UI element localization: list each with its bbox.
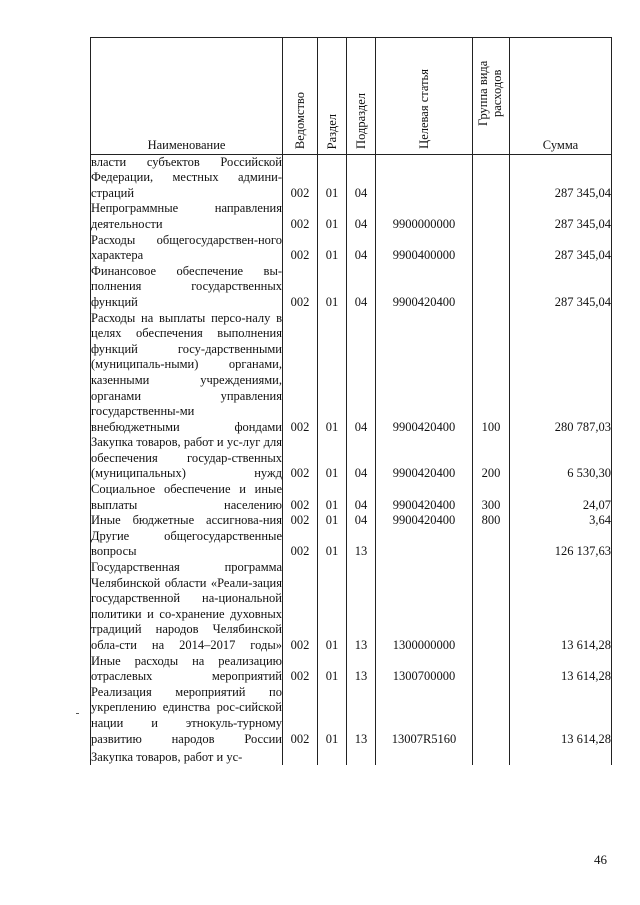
cell-razdel: 01 (318, 311, 347, 436)
cell-podrazdel: 04 (347, 201, 376, 232)
table-row (91, 264, 612, 311)
table-body (91, 154, 612, 765)
cell-vedomstvo: 002 (283, 435, 318, 482)
cell-target-article: 9900420400 (376, 311, 473, 436)
cell-podrazdel: 13 (347, 529, 376, 560)
table-row (91, 233, 612, 264)
cell-target-article: 13007R5160 (376, 685, 473, 747)
cell-razdel: 01 (318, 264, 347, 311)
cell-name: Иные расходы на реализацию отраслевых мероприятий (91, 653, 282, 684)
cell-name: Закупка товаров, работ и ус-луг для обеспечения государ-ственных (муниципальных) нужд (91, 435, 282, 481)
cell-razdel: 01 (318, 482, 347, 513)
cell-name: Закупка товаров, работ и ус- (91, 747, 283, 765)
cell-expense-group: 300 (473, 482, 510, 513)
cell-razdel: 01 (318, 154, 347, 201)
cell-target-article: 9900000000 (376, 201, 473, 232)
cell-podrazdel: 13 (347, 560, 376, 654)
cell-sum (510, 747, 612, 765)
cell-target-article (376, 747, 473, 765)
cell-sum: 13 614,28 (510, 685, 612, 747)
cell-podrazdel: 04 (347, 264, 376, 311)
cell-vedomstvo: 002 (283, 685, 318, 747)
cell-podrazdel (347, 747, 376, 765)
page-number: 46 (594, 852, 607, 867)
table-row (91, 685, 612, 747)
cell-podrazdel: 04 (347, 482, 376, 513)
header-target-article: Целевая статья (376, 38, 473, 155)
cell-podrazdel: 04 (347, 513, 376, 529)
cell-name: Расходы общегосударствен-ного характера (91, 232, 282, 263)
cell-target-article: 9900420400 (376, 264, 473, 311)
cell-name: Государственная программа Челябинской области «Реали-зация государственной на-циональной политики и со-хранение духовных традиций народов Челябинской обла-сти на 2014–2017 годы» (91, 560, 282, 652)
cell-name: власти субъектов Российской Федерации, местных админи-страций (91, 154, 282, 200)
cell-expense-group (473, 747, 510, 765)
cell-podrazdel: 04 (347, 435, 376, 482)
cell-name: Непрограммные направления деятельности (91, 201, 282, 231)
cell-razdel: 01 (318, 560, 347, 654)
table-row (91, 654, 612, 685)
cell-expense-group (473, 201, 510, 232)
cell-target-article (376, 154, 473, 201)
cell-target-article: 1300700000 (376, 654, 473, 685)
cell-sum: 13 614,28 (510, 560, 612, 654)
cell-expense-group (473, 154, 510, 201)
cell-name: Иные бюджетные ассигнова-ния (91, 513, 282, 528)
cell-vedomstvo: 002 (283, 654, 318, 685)
header-expense-group: Группа вида расходов (473, 38, 510, 155)
cell-razdel: 01 (318, 529, 347, 560)
cell-vedomstvo: 002 (283, 311, 318, 436)
cell-razdel: 01 (318, 654, 347, 685)
cell-expense-group (473, 233, 510, 264)
cell-target-article: 9900420400 (376, 482, 473, 513)
cell-name: Реализация мероприятий по укреплению единства рос-сийской нации и этнокуль-турному развитию народов России (91, 684, 282, 746)
table-row (91, 482, 612, 513)
cell-vedomstvo: 002 (283, 154, 318, 201)
cell-name: Расходы на выплаты персо-налу в целях обеспечения выполнения функций госу-дарственными (муниципаль-ными) органами, казенными учреждениями, органами управления государственны-ми внебюджетными фондами (91, 310, 282, 434)
cell-sum: 287 345,04 (510, 154, 612, 201)
header-podrazdel: Подраздел (347, 38, 376, 155)
cell-razdel: 01 (318, 233, 347, 264)
table-row (91, 513, 612, 529)
table-row (91, 560, 612, 654)
cell-expense-group (473, 529, 510, 560)
cell-sum: 6 530,30 (510, 435, 612, 482)
table-row (91, 435, 612, 482)
table-row (91, 311, 612, 436)
cell-name: Другие общегосударственные вопросы (91, 528, 282, 559)
cell-target-article (376, 529, 473, 560)
header-name: Наименование (91, 38, 283, 155)
table-row (91, 529, 612, 560)
cell-vedomstvo: 002 (283, 201, 318, 232)
cell-expense-group (473, 264, 510, 311)
budget-table (90, 37, 612, 765)
cell-expense-group (473, 654, 510, 685)
cell-vedomstvo: 002 (283, 560, 318, 654)
cell-target-article: 1300000000 (376, 560, 473, 654)
cell-razdel: 01 (318, 513, 347, 529)
header-vedomstvo: Ведомство (283, 38, 318, 155)
cell-vedomstvo: 002 (283, 513, 318, 529)
cell-podrazdel: 04 (347, 233, 376, 264)
cell-expense-group: 800 (473, 513, 510, 529)
cell-expense-group (473, 685, 510, 747)
cell-razdel: 01 (318, 201, 347, 232)
cell-target-article: 9900420400 (376, 513, 473, 529)
cell-vedomstvo: 002 (283, 264, 318, 311)
scan-mark (76, 713, 79, 714)
cell-sum: 13 614,28 (510, 654, 612, 685)
table-row (91, 201, 612, 232)
cell-podrazdel: 13 (347, 654, 376, 685)
cell-vedomstvo (283, 747, 318, 765)
cell-expense-group (473, 560, 510, 654)
cell-sum: 287 345,04 (510, 264, 612, 311)
cell-target-article: 9900400000 (376, 233, 473, 264)
header-sum: Сумма (510, 38, 612, 155)
cell-vedomstvo: 002 (283, 529, 318, 560)
cell-razdel: 01 (318, 685, 347, 747)
cell-razdel: 01 (318, 435, 347, 482)
table-row (91, 747, 612, 765)
cell-podrazdel: 04 (347, 311, 376, 436)
cell-podrazdel: 04 (347, 154, 376, 201)
cell-sum: 3,64 (510, 513, 612, 529)
cell-expense-group: 100 (473, 311, 510, 436)
header-razdel: Раздел (318, 38, 347, 155)
cell-name: Финансовое обеспечение вы-полнения государственных функций (91, 263, 282, 309)
cell-sum: 280 787,03 (510, 311, 612, 436)
cell-podrazdel: 13 (347, 685, 376, 747)
table-header-row (91, 38, 612, 155)
cell-sum: 126 137,63 (510, 529, 612, 560)
cell-razdel (318, 747, 347, 765)
cell-target-article: 9900420400 (376, 435, 473, 482)
table-row (91, 154, 612, 201)
cell-vedomstvo: 002 (283, 233, 318, 264)
cell-expense-group: 200 (473, 435, 510, 482)
cell-sum: 287 345,04 (510, 201, 612, 232)
cell-name: Социальное обеспечение и иные выплаты населению (91, 482, 282, 512)
cell-vedomstvo: 002 (283, 482, 318, 513)
cell-sum: 287 345,04 (510, 233, 612, 264)
cell-sum: 24,07 (510, 482, 612, 513)
